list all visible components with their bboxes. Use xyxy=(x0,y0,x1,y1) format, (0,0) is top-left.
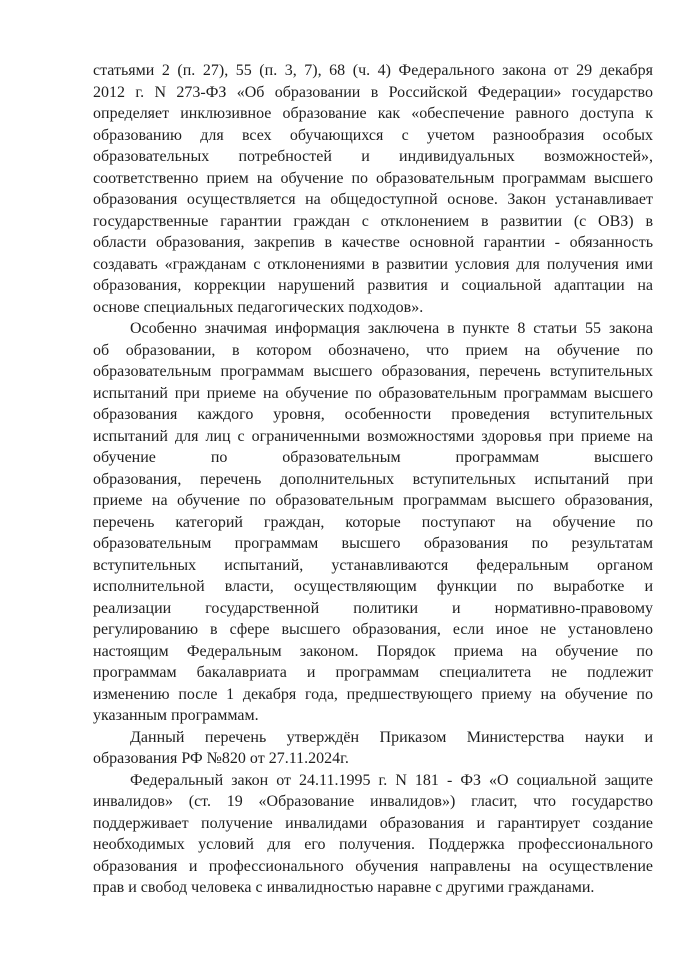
text-line: об образовании, в котором обозначено, что прием на обучение по xyxy=(93,341,653,359)
text-line: государственные гарантии граждан с отклонением в развитии (с ОВЗ) в xyxy=(93,212,653,230)
text-line: программам бакалавриата и программам специалитета не подлежит xyxy=(93,664,653,681)
text-line: поддерживает получение инвалидами образования и гарантирует создание xyxy=(93,814,653,832)
text-line: необходимых условий для его получения. Поддержка профессионального xyxy=(93,836,653,853)
text-line: образования РФ №820 от 27.11.2024г. xyxy=(93,750,349,767)
text-line: исполнительной власти, осуществляющим функции по выработке и xyxy=(93,578,653,595)
text-line: 2012 г. N 273-ФЗ «Об образовании в Российской Федерации» государство xyxy=(93,83,653,101)
text-line: области образования, закрепив в качестве основной гарантии - обязанность xyxy=(93,234,653,251)
text-line: создавать «гражданам с отклонениями в развитии условия для получения ими xyxy=(93,255,653,273)
text-line: основе специальных педагогических подходов». xyxy=(93,298,424,316)
paragraph xyxy=(93,318,653,727)
text-line: образования осуществляется на общедоступной основе. Закон устанавливает xyxy=(93,191,653,208)
paragraph xyxy=(93,727,653,770)
text-line: определяет инклюзивное образование как «обеспечение равного доступа к xyxy=(93,105,653,122)
text-line: образовательным программам высшего образования по результатам xyxy=(93,535,653,552)
text-line: образования, перечень дополнительных вступительных испытаний при xyxy=(93,470,653,488)
text-line: настоящим Федеральным законом. Порядок приема на обучение по xyxy=(93,642,653,660)
text-line: образования, коррекции нарушений развития и социальной адаптации на xyxy=(93,277,653,294)
text-line: образования и профессионального обучения направлены на осуществление xyxy=(93,857,653,875)
text-line: приеме на обучение по образовательным программам высшего образования, xyxy=(93,492,653,509)
text-line: образованию для всех обучающихся с учетом разнообразия особых xyxy=(93,126,653,144)
document-body xyxy=(93,60,653,899)
text-line: Данный перечень утверждён Приказом Министерства науки и xyxy=(130,728,653,746)
paragraph xyxy=(93,60,653,318)
text-line: регулированию в сфере высшего образования, если иное не установлено xyxy=(93,621,653,638)
text-line: соответственно прием на обучение по образовательным программам высшего xyxy=(93,169,653,187)
text-line: указанным программам. xyxy=(93,707,259,724)
text-line: инвалидов» (ст. 19 «Образование инвалидов») гласит, что государство xyxy=(93,793,653,810)
text-line: изменению после 1 декабря года, предшествующего приему на обучение по xyxy=(93,685,653,703)
text-line: образовательных потребностей и индивидуальных возможностей», xyxy=(93,148,653,165)
text-line: статьями 2 (п. 27), 55 (п. 3, 7), 68 (ч. 4) Федерального закона от 29 декабря xyxy=(93,62,653,79)
text-line: перечень категорий граждан, которые поступают на обучение по xyxy=(93,513,653,531)
text-line: Федеральный закон от 24.11.1995 г. N 181 - ФЗ «О социальной защите xyxy=(130,771,653,789)
text-line: испытаний при приеме на обучение по образовательным программам высшего xyxy=(93,384,653,402)
text-line: образовательным программам высшего образования, перечень вступительных xyxy=(93,363,653,380)
text-line: реализации государственной политики и нормативно-правовому xyxy=(93,599,653,617)
text-line: прав и свобод человека с инвалидностью наравне с другими гражданами. xyxy=(93,879,595,896)
paragraph xyxy=(93,770,653,899)
text-line: Особенно значимая информация заключена в пункте 8 статьи 55 закона xyxy=(130,320,653,337)
text-line: обучение по образовательным программам высшего xyxy=(93,449,653,466)
text-line: вступительных испытаний, устанавливаются федеральным органом xyxy=(93,556,653,574)
text-line: образования каждого уровня, особенности проведения вступительных xyxy=(93,406,653,423)
text-line: испытаний для лиц с ограниченными возможностями здоровья при приеме на xyxy=(93,427,653,445)
